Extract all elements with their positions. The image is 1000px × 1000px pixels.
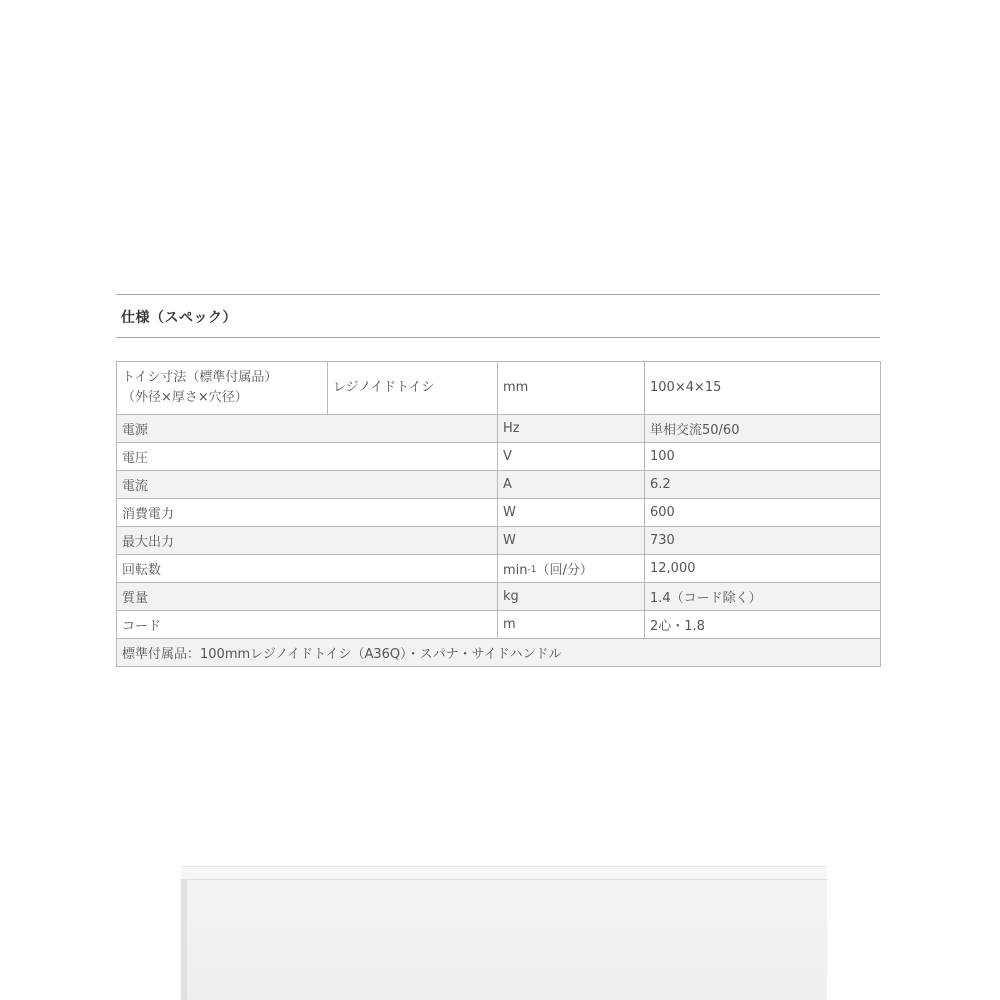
spec-unit: W [503, 505, 516, 520]
spec-table [116, 361, 881, 667]
spec-label-line2: （外径×厚さ×穴径） [122, 390, 248, 405]
spec-label-cell [117, 443, 498, 471]
spec-row-grindstone [117, 362, 881, 415]
spec-footer-cell [117, 639, 881, 667]
spec-unit: V [503, 449, 512, 464]
spec-label: 電圧 [122, 451, 149, 466]
spec-label: 電流 [122, 479, 149, 494]
product-box-edge [181, 879, 187, 1000]
spec-unit-cell [498, 415, 645, 443]
product-box-face [181, 879, 827, 1000]
spec-row-mass [117, 583, 881, 611]
spec-unit: W [503, 533, 516, 548]
spec-row-max-output [117, 527, 881, 555]
spec-unit: m [503, 617, 516, 632]
spec-value-cell [645, 499, 881, 527]
spec-value-cell [645, 611, 881, 639]
spec-label-cell [117, 471, 498, 499]
spec-value: 100×4×15 [650, 380, 722, 395]
section-header [116, 294, 880, 338]
spec-unit-cell [498, 555, 645, 583]
spec-label-cell [117, 499, 498, 527]
spec-value: 2心・1.8 [650, 619, 705, 634]
spec-unit: A [503, 477, 512, 492]
spec-label: 回転数 [122, 563, 162, 578]
spec-value: 100 [650, 449, 675, 464]
spec-label: 電源 [122, 423, 149, 438]
spec-label: 最大出力 [122, 535, 175, 550]
spec-row-cord [117, 611, 881, 639]
spec-label-cell [117, 527, 498, 555]
spec-value: 730 [650, 533, 675, 548]
spec-label-cell [117, 415, 498, 443]
spec-label-line1: トイシ寸法（標準付属品） [122, 370, 278, 385]
spec-unit-cell [498, 527, 645, 555]
spec-unit: Hz [503, 421, 520, 436]
spec-unit: kg [503, 589, 519, 604]
spec-row-rotation [117, 555, 881, 583]
spec-row-current [117, 471, 881, 499]
spec-unit-cell [498, 443, 645, 471]
spec-label: 消費電力 [122, 507, 175, 522]
spec-value-cell [645, 555, 881, 583]
spec-unit-main: min [503, 563, 528, 578]
spec-row-power-source [117, 415, 881, 443]
spec-row-power-consumption [117, 499, 881, 527]
spec-unit-cell [498, 583, 645, 611]
spec-unit-cell [498, 362, 645, 415]
spec-unit: mm [503, 380, 529, 395]
spec-value: 単相交流50/60 [650, 423, 740, 438]
spec-unit-cell [498, 499, 645, 527]
spec-value-cell [645, 471, 881, 499]
spec-label-cell [117, 583, 498, 611]
spec-label: コード [122, 619, 162, 634]
spec-value-cell [645, 583, 881, 611]
spec-label-cell [117, 611, 498, 639]
spec-unit-cell [498, 611, 645, 639]
spec-value-cell [645, 443, 881, 471]
spec-value-cell [645, 527, 881, 555]
section-title: 仕様（スペック） [121, 310, 237, 326]
spec-value: 6.2 [650, 477, 671, 492]
spec-sublabel-cell [328, 362, 498, 415]
spec-footer-text: 標準付属品：100mmレジノイドトイシ（A36Q）・スパナ・サイドハンドル [122, 647, 562, 662]
spec-value-cell [645, 362, 881, 415]
spec-unit-cell [498, 471, 645, 499]
spec-label: 質量 [122, 591, 149, 606]
spec-unit-superscript: -1 [527, 565, 537, 575]
spec-value: 12,000 [650, 561, 696, 576]
spec-value-cell [645, 415, 881, 443]
spec-label-cell [117, 362, 328, 415]
spec-unit-tail: （回/分） [536, 563, 593, 578]
spec-label-cell [117, 555, 498, 583]
spec-row-voltage [117, 443, 881, 471]
product-box-image [181, 866, 827, 1000]
spec-sublabel: レジノイドトイシ [333, 380, 435, 395]
spec-row-accessories [117, 639, 881, 667]
spec-value: 1.4（コード除く） [650, 591, 762, 606]
spec-value: 600 [650, 505, 675, 520]
